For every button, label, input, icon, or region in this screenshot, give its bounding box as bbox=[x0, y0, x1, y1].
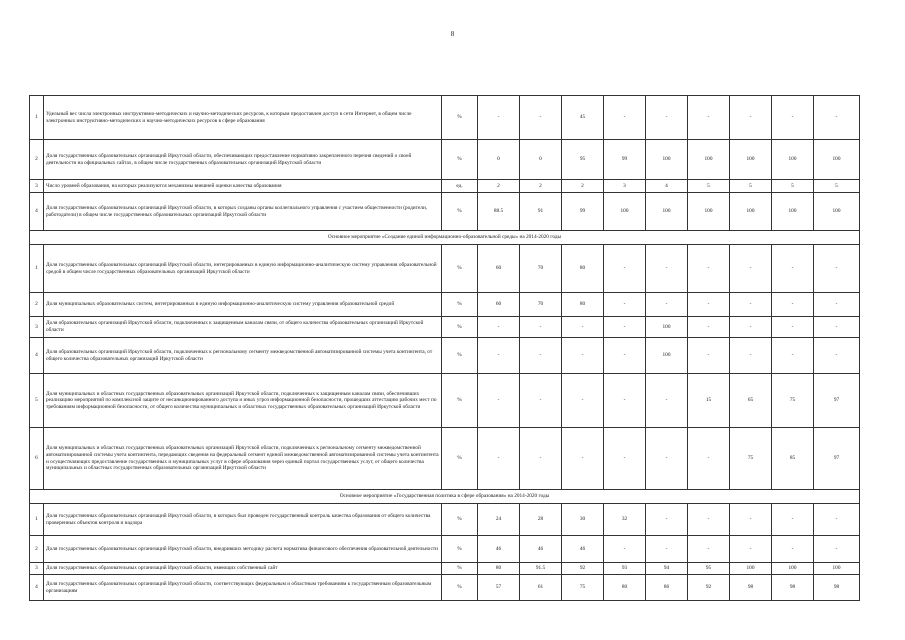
value-cell: - bbox=[520, 317, 562, 338]
value-cell: - bbox=[478, 374, 520, 428]
table-row bbox=[30, 575, 860, 601]
row-number: 2 bbox=[30, 293, 44, 317]
value-cell: 97 bbox=[814, 428, 860, 490]
value-cell: 95 bbox=[562, 140, 604, 180]
indicator-name: Доля образовательных организаций Иркутской области, подключенных к защищенным каналам связи, от общего количества образовательных организаций Иркутской области bbox=[44, 317, 442, 338]
row-number: 3 bbox=[30, 563, 44, 575]
value-cell: - bbox=[814, 536, 860, 563]
value-cell: 86 bbox=[646, 575, 688, 601]
value-cell: - bbox=[604, 338, 646, 374]
row-number: 4 bbox=[30, 575, 44, 601]
indicator-name: Доля государственных образовательных организаций Иркутской области, интегрированных в единую информационно-аналитическую систему управления образовательной средой в общем числе государственных образовательных организаций Иркутской области bbox=[44, 245, 442, 293]
value-cell: 4 bbox=[646, 180, 688, 193]
value-cell: 100 bbox=[772, 193, 814, 231]
value-cell: - bbox=[562, 374, 604, 428]
value-cell: - bbox=[730, 293, 772, 317]
value-cell: - bbox=[478, 428, 520, 490]
value-cell: 92 bbox=[688, 575, 730, 601]
unit-cell: % bbox=[442, 293, 478, 317]
value-cell: - bbox=[772, 536, 814, 563]
value-cell: - bbox=[562, 317, 604, 338]
value-cell: 70 bbox=[520, 245, 562, 293]
unit-cell: % bbox=[442, 536, 478, 563]
value-cell: 70 bbox=[520, 293, 562, 317]
value-cell: 57 bbox=[478, 575, 520, 601]
value-cell: 100 bbox=[814, 563, 860, 575]
value-cell: 24 bbox=[478, 504, 520, 536]
value-cell: 100 bbox=[814, 140, 860, 180]
table-row bbox=[30, 317, 860, 338]
indicator-name: Доля государственных образовательных организаций Иркутской области, имеющих собственный сайт bbox=[44, 563, 442, 575]
value-cell: - bbox=[562, 338, 604, 374]
value-cell: - bbox=[646, 428, 688, 490]
row-number: 4 bbox=[30, 193, 44, 231]
table-row bbox=[30, 338, 860, 374]
unit-cell: ед. bbox=[442, 180, 478, 193]
value-cell: 100 bbox=[772, 140, 814, 180]
value-cell: - bbox=[604, 428, 646, 490]
value-cell: - bbox=[772, 245, 814, 293]
unit-cell: % bbox=[442, 317, 478, 338]
value-cell: 100 bbox=[646, 140, 688, 180]
value-cell: - bbox=[730, 504, 772, 536]
value-cell: 100 bbox=[646, 193, 688, 231]
indicator-name: Доля государственных образовательных организаций Иркутской области, соответствующих федеральным и областным требованиям к государственным образовательным организациям bbox=[44, 575, 442, 601]
value-cell: - bbox=[520, 374, 562, 428]
table-row bbox=[30, 140, 860, 180]
value-cell: - bbox=[688, 293, 730, 317]
indicator-name: Доля муниципальных и областных государственных образовательных организаций Иркутской области, подключенных к защищенным каналам связи, обеспечивших реализацию мероприятий по комплексной защите от несанкционированного доступа и иных угроз информационной безопасности, прошедших аттестацию рабочих мест по требованиям информационной безопасности, от общего количества муниципальных и областных государственных образовательных организаций Иркутской области bbox=[44, 374, 442, 428]
value-cell: - bbox=[814, 504, 860, 536]
indicator-name: Удельный вес числа электронных инструктивно-методических и научно-методических ресурсов, к которым предоставлен доступ в сети Интернет, в общем числе электронных инструктивно-методических и научно-методических ресурсов в сфере образования bbox=[44, 96, 442, 140]
table-row bbox=[30, 374, 860, 428]
table-row bbox=[30, 563, 860, 575]
row-number: 5 bbox=[30, 374, 44, 428]
value-cell: 46 bbox=[562, 536, 604, 563]
value-cell: 100 bbox=[646, 338, 688, 374]
unit-cell: % bbox=[442, 140, 478, 180]
page-number: 8 bbox=[450, 30, 455, 38]
value-cell: 100 bbox=[646, 317, 688, 338]
unit-cell: % bbox=[442, 428, 478, 490]
value-cell: 28 bbox=[520, 504, 562, 536]
value-cell: - bbox=[604, 536, 646, 563]
value-cell: 5 bbox=[772, 180, 814, 193]
value-cell: 98 bbox=[772, 575, 814, 601]
indicator-name: Доля государственных образовательных организаций Иркутской области, обеспечивающих предоставление нормативно закрепленного перечня сведений о своей деятельности на официальных сайтах, в общем числе государственных образовательных организаций Иркутской области bbox=[44, 140, 442, 180]
value-cell: 100 bbox=[772, 563, 814, 575]
value-cell: - bbox=[688, 245, 730, 293]
value-cell: - bbox=[814, 338, 860, 374]
row-number: 4 bbox=[30, 338, 44, 374]
value-cell: - bbox=[646, 504, 688, 536]
value-cell: - bbox=[604, 245, 646, 293]
value-cell: - bbox=[772, 504, 814, 536]
section-title: Основное мероприятие «Государственная политика в сфере образования» на 2014-2020 годы bbox=[30, 490, 860, 504]
value-cell: - bbox=[520, 338, 562, 374]
value-cell: - bbox=[646, 536, 688, 563]
value-cell: - bbox=[604, 293, 646, 317]
value-cell: - bbox=[814, 293, 860, 317]
value-cell: - bbox=[478, 96, 520, 140]
value-cell: 46 bbox=[478, 536, 520, 563]
value-cell: 100 bbox=[730, 140, 772, 180]
indicators-table bbox=[29, 95, 860, 601]
unit-cell: % bbox=[442, 575, 478, 601]
indicator-name: Доля государственных образовательных организаций Иркутской области, внедривших методику расчета норматива финансового обеспечения образовательной деятельности bbox=[44, 536, 442, 563]
value-cell: 99 bbox=[562, 193, 604, 231]
value-cell: - bbox=[478, 338, 520, 374]
value-cell: 5 bbox=[688, 180, 730, 193]
value-cell: 15 bbox=[688, 374, 730, 428]
value-cell: - bbox=[646, 374, 688, 428]
value-cell: 100 bbox=[730, 193, 772, 231]
indicator-name: Доля муниципальных и областных государственных образовательных организаций Иркутской области, подключенных к региональному сегменту межведомственной автоматизированной системы учета контингента, передающих сведения на федеральный сегмент единой межведомственной автоматизированной системы учета контингента и осуществляющих предоставление государственных и муниципальных услуг в сфере образования через единый портал государственных услуг, от общего количества муниципальных и областных государственных образовательных организаций Иркутской области bbox=[44, 428, 442, 490]
value-cell: 80 bbox=[562, 293, 604, 317]
value-cell: 94 bbox=[646, 563, 688, 575]
value-cell: 93 bbox=[604, 563, 646, 575]
table-row bbox=[30, 293, 860, 317]
value-cell: 65 bbox=[730, 374, 772, 428]
indicator-name: Число уровней образования, на которых реализуются механизмы внешней оценки качества образования bbox=[44, 180, 442, 193]
value-cell: - bbox=[772, 96, 814, 140]
unit-cell: % bbox=[442, 245, 478, 293]
value-cell: 92 bbox=[562, 563, 604, 575]
value-cell: - bbox=[688, 338, 730, 374]
value-cell: - bbox=[730, 96, 772, 140]
unit-cell: % bbox=[442, 338, 478, 374]
row-number: 2 bbox=[30, 536, 44, 563]
value-cell: - bbox=[730, 338, 772, 374]
value-cell: - bbox=[562, 428, 604, 490]
unit-cell: % bbox=[442, 374, 478, 428]
value-cell: - bbox=[814, 317, 860, 338]
value-cell: 5 bbox=[730, 180, 772, 193]
value-cell: 80 bbox=[478, 563, 520, 575]
section-header-row bbox=[30, 490, 860, 504]
value-cell: - bbox=[646, 245, 688, 293]
table-row bbox=[30, 504, 860, 536]
value-cell: 45 bbox=[562, 96, 604, 140]
value-cell: 75 bbox=[562, 575, 604, 601]
value-cell: 100 bbox=[604, 193, 646, 231]
table-row bbox=[30, 245, 860, 293]
value-cell: - bbox=[688, 96, 730, 140]
value-cell: - bbox=[730, 536, 772, 563]
value-cell: 100 bbox=[688, 193, 730, 231]
indicator-name: Доля образовательных организаций Иркутской области, подключенных к региональному сегменту межведомственной автоматизированной системы учета контингента, от общего количества образовательных организаций Иркутской области bbox=[44, 338, 442, 374]
value-cell: 75 bbox=[772, 374, 814, 428]
value-cell: 2 bbox=[520, 180, 562, 193]
value-cell: - bbox=[604, 374, 646, 428]
value-cell: - bbox=[688, 504, 730, 536]
table-row bbox=[30, 428, 860, 490]
value-cell: 97 bbox=[814, 374, 860, 428]
value-cell: 100 bbox=[730, 563, 772, 575]
table-row bbox=[30, 96, 860, 140]
row-number: 1 bbox=[30, 96, 44, 140]
value-cell: - bbox=[814, 245, 860, 293]
value-cell: 75 bbox=[730, 428, 772, 490]
indicator-name: Доля государственных образовательных организаций Иркутской области, в которых был проведен государственный контроль качества образования от общего количества проверенных объектов контроля и надзора bbox=[44, 504, 442, 536]
value-cell: 91.5 bbox=[520, 563, 562, 575]
value-cell: 80 bbox=[604, 575, 646, 601]
value-cell: 0 bbox=[520, 140, 562, 180]
value-cell: 88.5 bbox=[478, 193, 520, 231]
value-cell: - bbox=[604, 317, 646, 338]
value-cell: 2 bbox=[478, 180, 520, 193]
indicator-name: Доля муниципальных образовательных систем, интегрированных в единую информационно-аналитическую систему управления образовательной средой bbox=[44, 293, 442, 317]
value-cell: - bbox=[478, 317, 520, 338]
row-number: 2 bbox=[30, 140, 44, 180]
value-cell: - bbox=[646, 96, 688, 140]
table-row bbox=[30, 193, 860, 231]
value-cell: 95 bbox=[688, 563, 730, 575]
value-cell: 61 bbox=[520, 575, 562, 601]
value-cell: 100 bbox=[814, 193, 860, 231]
unit-cell: % bbox=[442, 563, 478, 575]
value-cell: 100 bbox=[688, 140, 730, 180]
value-cell: 80 bbox=[562, 245, 604, 293]
table-row bbox=[30, 180, 860, 193]
value-cell: 30 bbox=[562, 504, 604, 536]
unit-cell: % bbox=[442, 504, 478, 536]
value-cell: - bbox=[688, 317, 730, 338]
value-cell: - bbox=[730, 317, 772, 338]
value-cell: - bbox=[646, 293, 688, 317]
value-cell: - bbox=[772, 338, 814, 374]
value-cell: - bbox=[730, 245, 772, 293]
value-cell: 98 bbox=[814, 575, 860, 601]
row-number: 6 bbox=[30, 428, 44, 490]
value-cell: 60 bbox=[478, 293, 520, 317]
value-cell: 60 bbox=[478, 245, 520, 293]
value-cell: 2 bbox=[562, 180, 604, 193]
value-cell: 91 bbox=[520, 193, 562, 231]
value-cell: 85 bbox=[772, 428, 814, 490]
value-cell: - bbox=[604, 96, 646, 140]
unit-cell: % bbox=[442, 193, 478, 231]
table-row bbox=[30, 536, 860, 563]
row-number: 3 bbox=[30, 317, 44, 338]
value-cell: - bbox=[520, 428, 562, 490]
value-cell: - bbox=[520, 96, 562, 140]
value-cell: - bbox=[772, 293, 814, 317]
value-cell: 99 bbox=[604, 140, 646, 180]
value-cell: 98 bbox=[730, 575, 772, 601]
indicator-name: Доля государственных образовательных организаций Иркутской области, в которых созданы органы коллегиального управления с участием общественности (родители, работодатели) в общем числе государственных образовательных организаций Иркутской области bbox=[44, 193, 442, 231]
row-number: 1 bbox=[30, 504, 44, 536]
value-cell: 5 bbox=[814, 180, 860, 193]
row-number: 3 bbox=[30, 180, 44, 193]
row-number: 1 bbox=[30, 245, 44, 293]
unit-cell: % bbox=[442, 96, 478, 140]
value-cell: - bbox=[772, 317, 814, 338]
value-cell: 3 bbox=[604, 180, 646, 193]
value-cell: - bbox=[688, 428, 730, 490]
value-cell: - bbox=[688, 536, 730, 563]
value-cell: 32 bbox=[604, 504, 646, 536]
value-cell: 0 bbox=[478, 140, 520, 180]
section-header-row bbox=[30, 231, 860, 245]
value-cell: - bbox=[814, 96, 860, 140]
section-title: Основное мероприятие «Создание единой информационно-образовательной среды» на 2014-2020 годы bbox=[30, 231, 860, 245]
value-cell: 46 bbox=[520, 536, 562, 563]
